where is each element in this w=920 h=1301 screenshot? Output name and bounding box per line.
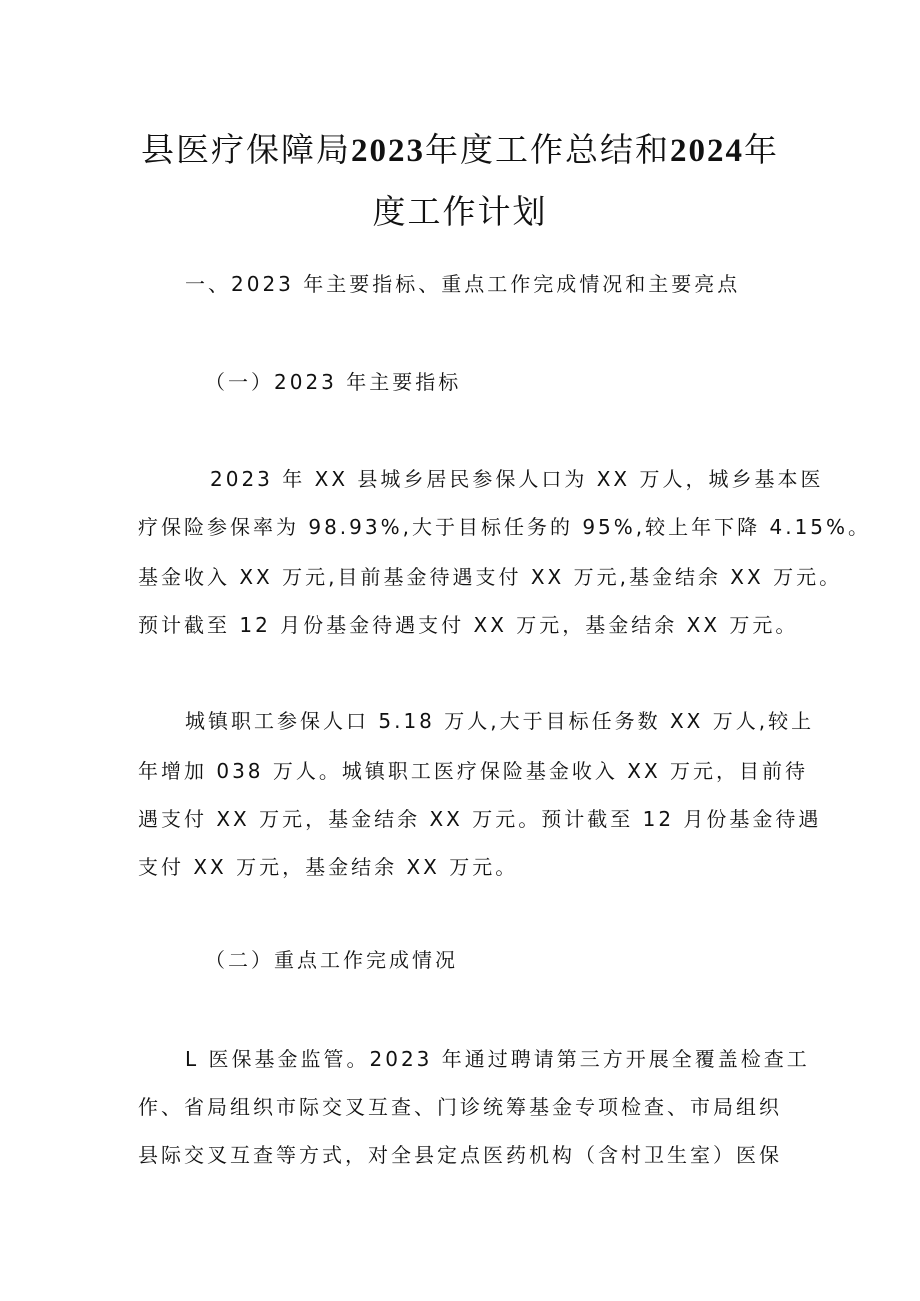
title-year-2023: 2023 <box>351 133 425 169</box>
paragraph-2-line-2: 年增加 038 万人。城镇职工医疗保险基金收入 XX 万元，目前待 <box>138 759 809 783</box>
subsection-heading-key-work: （二）重点工作完成情况 <box>205 948 458 972</box>
paragraph-1-line-4: 预计截至 12 月份基金待遇支付 XX 万元，基金结余 XX 万元。 <box>138 613 799 637</box>
title-year-2024: 2024 <box>670 133 744 169</box>
paragraph-3-line-3: 县际交叉互查等方式，对全县定点医药机构（含村卫生室）医保 <box>138 1143 782 1167</box>
title-text-a: 县医疗保障局 <box>141 130 351 169</box>
paragraph-2-line-3: 遇支付 XX 万元，基金结余 XX 万元。预计截至 12 月份基金待遇 <box>138 807 822 831</box>
paragraph-2-line-4: 支付 XX 万元，基金结余 XX 万元。 <box>138 855 519 879</box>
paragraph-3-line-2: 作、省局组织市际交叉互查、门诊统筹基金专项检查、市局组织 <box>138 1095 782 1119</box>
section-heading-1: 一、2023 年主要指标、重点工作完成情况和主要亮点 <box>185 272 741 296</box>
title-text-c: 年度工作总结和 <box>425 130 670 169</box>
paragraph-1-line-3: 基金收入 XX 万元,目前基金待遇支付 XX 万元,基金结余 XX 万元。 <box>138 565 843 589</box>
document-title-line2: 度工作计划 <box>372 192 548 231</box>
title-text-e: 年 <box>744 130 779 169</box>
document-title-line1 <box>90 124 830 171</box>
paragraph-1-line-2: 疗保险参保率为 98.93%,大于目标任务的 95%,较上年下降 4.15%。 <box>138 515 872 539</box>
paragraph-3-line-1: L 医保基金监管。2023 年通过聘请第三方开展全覆盖检查工 <box>185 1047 810 1071</box>
paragraph-2-line-1: 城镇职工参保人口 5.18 万人,大于目标任务数 XX 万人,较上 <box>185 709 815 733</box>
subsection-heading-main-indicators: （一）2023 年主要指标 <box>205 370 462 394</box>
paragraph-1-line-1: 2023 年 XX 县城乡居民参保人口为 XX 万人，城乡基本医 <box>210 467 824 491</box>
